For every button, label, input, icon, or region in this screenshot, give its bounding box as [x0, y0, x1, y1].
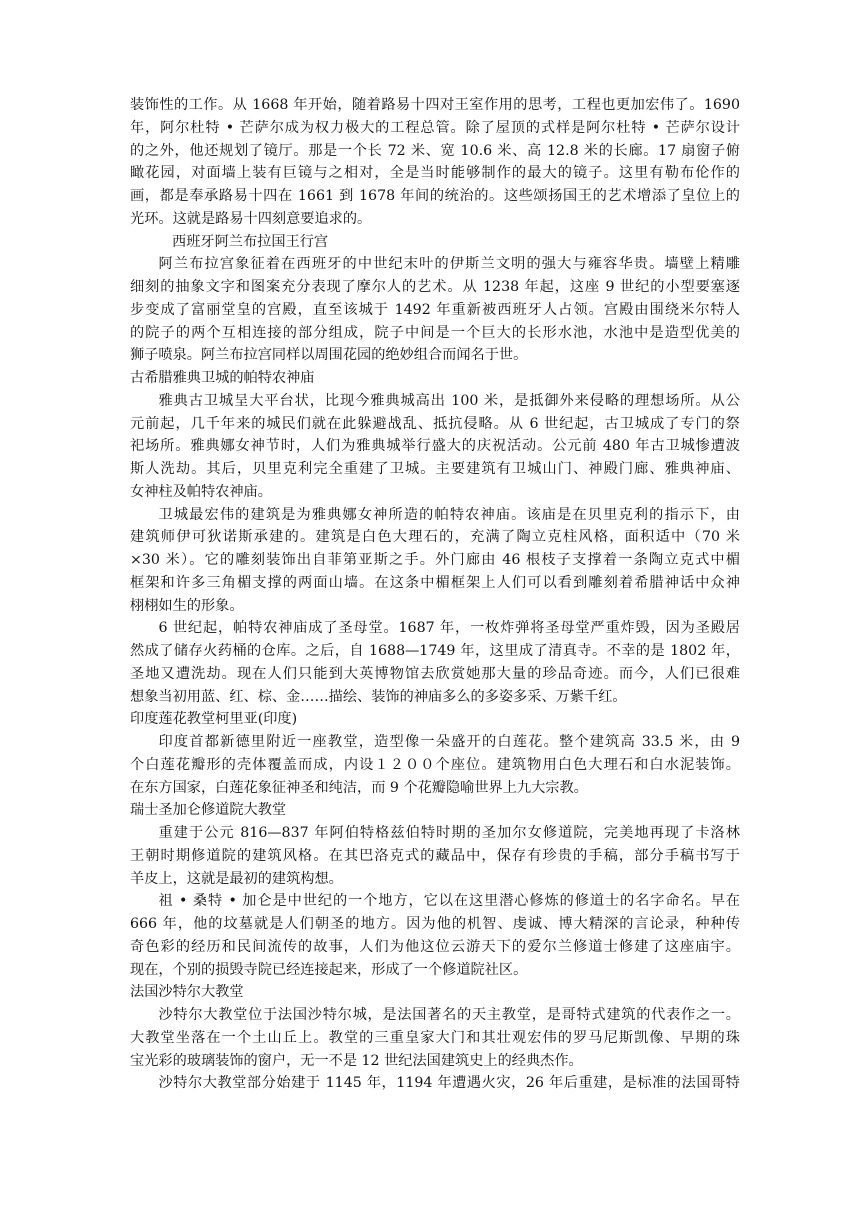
text-line: 卫城最宏伟的建筑是为雅典娜女神所造的帕特农神庙。该庙是在贝里克利的指示下，由 [158, 506, 740, 523]
section-heading: 西班牙阿兰布拉国王行宫 [172, 233, 329, 250]
text-line: 女神柱及帕特农神庙。 [130, 483, 272, 500]
text-line: 王朝时期修道院的建筑风格。在其巴洛克式的藏品中，保存有珍贵的手稿，部分手稿书写于 [130, 847, 740, 864]
paragraph [130, 822, 740, 890]
paragraph [130, 1072, 740, 1095]
text-line: 666 年，他的坟墓就是人们朝圣的地方。因为他的机智、虔诚、博大精深的言论录，种种传 [130, 916, 740, 932]
text-line: 瞰花园，对面墙上装有巨镜与之相对，全是当时能够制作的最大的镜子。这里有勒布伦作的 [130, 165, 740, 182]
text-line: 细刻的抽象文字和图案充分表现了摩尔人的艺术。从 1238 年起，这座 9 世纪的小型要塞逐 [130, 279, 740, 295]
text-line: 6 世纪起，帕特农神庙成了圣母堂。1687 年，一枚炸弹将圣母堂严重炸毁，因为圣殿居 [158, 620, 740, 637]
text-line: 的院子的两个互相连接的部分组成，院子中间是一个巨大的长形水池，水池中是造型优美的 [130, 324, 740, 341]
text-line: 然成了储存火药桶的仓库。之后，自 1688—1749 年，这里成了清真寺。不幸的是 1802 年， [130, 643, 740, 659]
text-line: 建筑师伊可狄诺斯承建的。建筑是白色大理石的，充满了陶立克柱风格，面积适中（70 米 [130, 529, 740, 546]
text-line: 圣地又遭洗劫。现在人们只能到大英博物馆去欣赏她那大量的珍品奇迹。而今，人们已很难 [130, 665, 740, 682]
text-line: 现在，个别的损毁寺院已经连接起来，形成了一个修道院社区。 [130, 961, 528, 978]
text-line: 年，阿尔杜特 • 芒萨尔成为权力极大的工程总管。除了屋顶的式样是阿尔杜特 • 芒萨尔设计 [130, 119, 740, 136]
text-line: 画，都是奉承路易十四在 1661 到 1678 年间的统治的。这些颂扬国王的艺术增添了皇位上的 [130, 188, 740, 204]
text-line: 祀场所。雅典娜女神节时，人们为雅典城举行盛大的庆祝活动。公元前 480 年古卫城惨遭波 [130, 438, 740, 455]
section-heading: 古希腊雅典卫城的帕特农神庙 [130, 370, 315, 386]
section-heading: 法国沙特尔大教堂 [130, 984, 244, 1001]
text-line: 步变成了富丽堂皇的宫殿，直至该城于 1492 年重新被西班牙人占领。宫殿由围绕米尔特人 [130, 301, 740, 318]
text-line: 重建于公元 816—837 年阿伯特格兹伯特时期的圣加尔女修道院，完美地再现了卡洛林 [158, 825, 740, 841]
paragraph [130, 890, 740, 981]
text-line: 雅典古卫城呈大平台状，比现今雅典城高出 100 米，是抵御外来侵略的理想场所。从公 [158, 392, 740, 409]
text-line: 斯人洗劫。其后，贝里克利完全重建了卫城。主要建筑有卫城山门、神殿门廊、雅典神庙、 [130, 461, 740, 477]
paragraph [130, 504, 740, 618]
paragraph [130, 390, 740, 504]
text-line: 框架和许多三角楣支撑的两面山墙。在这条中楣框架上人们可以看到雕刻着希腊神话中众神 [130, 574, 740, 591]
text-line: 光环。这就是路易十四刻意要追求的。 [130, 210, 372, 227]
text-line: 在东方国家，白莲花象征神圣和纯洁，而 9 个花瓣隐喻世界上九大宗教。 [130, 779, 588, 796]
text-line: 的之外，他还规划了镜厅。那是一个长 72 米、宽 10.6 米、高 12.8 米的长廊。17 扇窗子俯 [130, 142, 740, 159]
text-line: 印度首都新德里附近一座教堂，造型像一朵盛开的白莲花。整个建筑高 33.5 米，由 9 [158, 734, 740, 750]
text-line: 奇色彩的经历和民间流传的故事，人们为他这位云游天下的爱尔兰修道士修建了这座庙宇。 [130, 938, 740, 955]
paragraph [130, 617, 740, 708]
text-line: 元前起，几千年来的城民们就在此躲避战乱、抵抗侵略。从 6 世纪起，古卫城成了专门的祭 [130, 415, 740, 432]
paragraph [130, 94, 740, 231]
text-line: 大教堂坐落在一个土山丘上。教堂的三重皇家大门和其壮观宏伟的罗马尼斯凯像、早期的珠 [130, 1029, 740, 1046]
text-line: 阿兰布拉宫象征着在西班牙的中世纪末叶的伊斯兰文明的强大与雍容华贵。墙壁上精雕 [158, 256, 740, 273]
paragraph [130, 253, 740, 367]
document-page [130, 94, 740, 1095]
text-line: 栩栩如生的形象。 [130, 597, 244, 614]
paragraph [130, 731, 740, 799]
section-heading: 印度莲花教堂柯里亚(印度) [130, 711, 298, 728]
paragraph [130, 1004, 740, 1072]
text-line: 祖 • 桑特 • 加仑是中世纪的一个地方，它以在这里潜心修炼的修道士的名字命名。早在 [158, 893, 740, 910]
text-line: 宝光彩的玻璃装饰的窗户，无一不是 12 世纪法国建筑史上的经典杰作。 [130, 1052, 583, 1069]
text-line: 羊皮上，这就是最初的建筑构想。 [130, 870, 343, 887]
section-heading: 瑞士圣加仑修道院大教堂 [130, 802, 287, 819]
text-line: 沙特尔大教堂部分始建于 1145 年，1194 年遭遇火灾，26 年后重建，是标准的法国哥特 [158, 1075, 740, 1092]
text-line: ×30 米）。它的雕刻装饰出自菲第亚斯之手。外门廊由 46 根枝子支撑着一条陶立克式中楣 [130, 552, 740, 568]
text-line: 沙特尔大教堂位于法国沙特尔城，是法国著名的天主教堂，是哥特式建筑的代表作之一。 [158, 1007, 740, 1023]
text-line: 个白莲花瓣形的壳体覆盖而成，内设１２００个座位。建筑物用白色大理石和白水泥装饰。 [130, 756, 740, 773]
text-line: 想象当初用蓝、红、棕、金……描绘、装饰的神庙多么的多姿多采、万紫千红。 [130, 688, 627, 705]
text-line: 狮子喷泉。阿兰布拉宫同样以周围花园的绝妙组合而闻名于世。 [130, 347, 528, 364]
text-line: 装饰性的工作。从 1668 年开始，随着路易十四对王室作用的思考，工程也更加宏伟了。1690 [130, 97, 740, 113]
